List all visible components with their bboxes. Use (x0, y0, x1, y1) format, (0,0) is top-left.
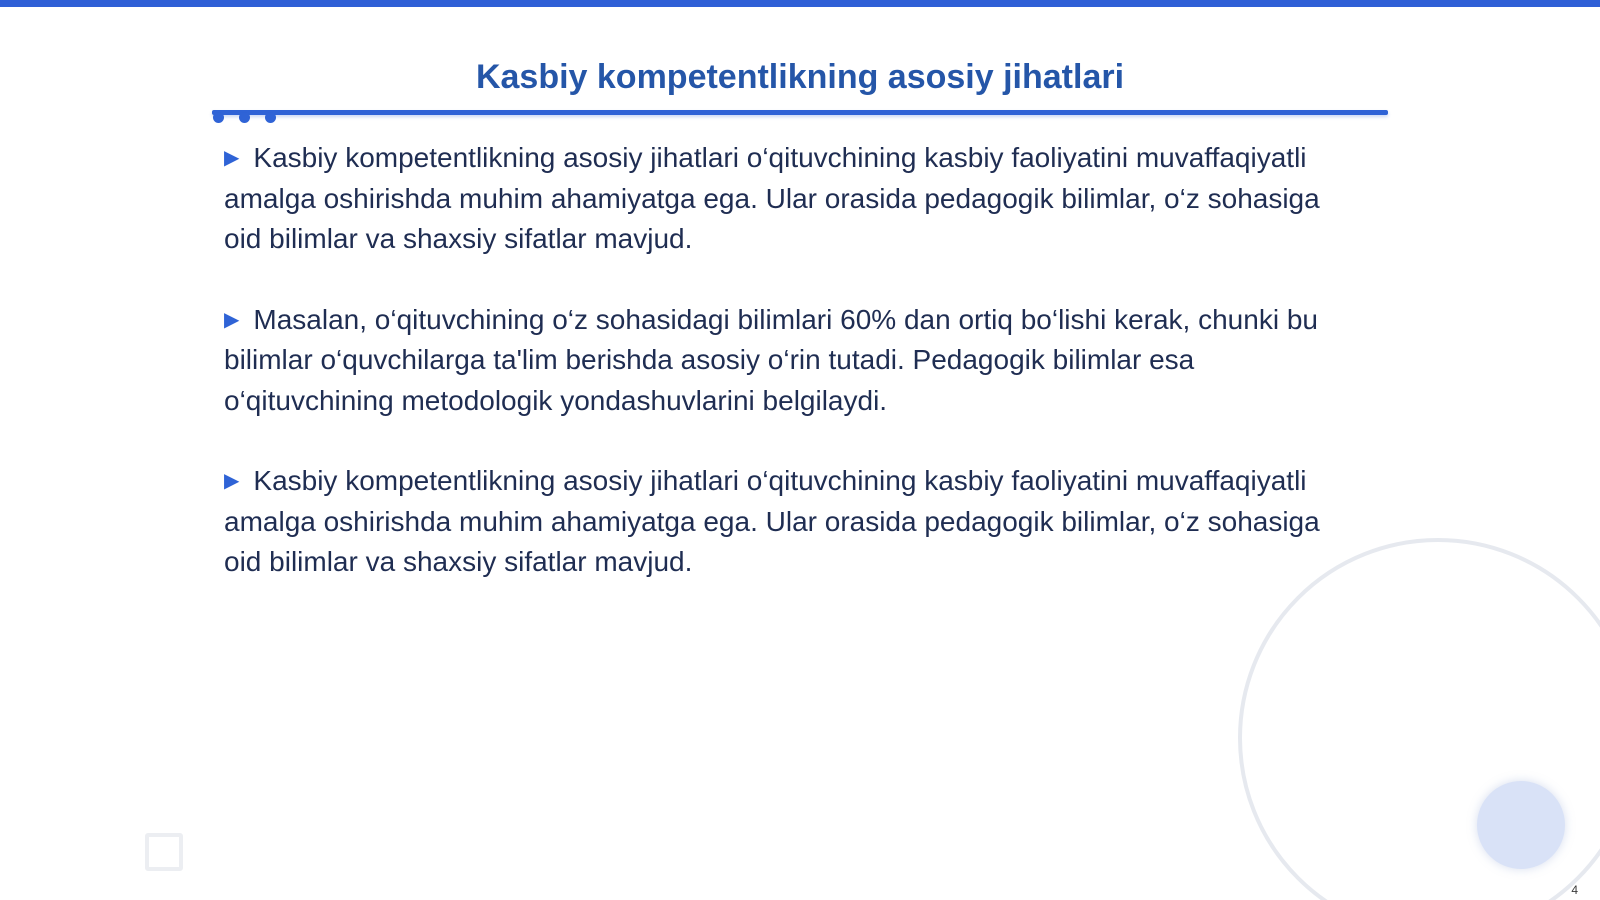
page-number: 4 (1571, 883, 1578, 897)
bullet-item (224, 138, 1344, 260)
triangle-right-icon: ▶ (224, 308, 240, 331)
slide-title: Kasbiy kompetentlikning asosiy jihatlari (475, 58, 1125, 96)
decorative-circle (1477, 781, 1565, 869)
bullet-list (224, 138, 1344, 623)
underline-dot (213, 112, 224, 123)
underline-dot (239, 112, 250, 123)
underline-dot (265, 112, 276, 123)
title-underline (212, 110, 1388, 115)
top-accent-bar (0, 0, 1600, 7)
bullet-item (224, 461, 1344, 583)
triangle-right-icon: ▶ (224, 147, 240, 169)
triangle-right-icon: ▶ (224, 470, 240, 492)
bullet-text: Masalan, o‘qituvchining o‘z sohasidagi bilimlari 60% dan ortiq bo‘lishi kerak, chunki bu bilimlar o‘quvchilarga ta'lim berishda asosiy o‘rin tutadi. Pedagogik bilimlar esa o‘qituvchining metodologik yondashuvlarini belgilaydi. (224, 303, 1318, 416)
bullet-item (224, 300, 1344, 422)
decorative-square (145, 833, 183, 871)
bullet-text: Kasbiy kompetentlikning asosiy jihatlari o‘qituvchining kasbiy faoliyatini muvaffaqiyatli amalga oshirishda muhim ahamiyatga ega. Ular orasida pedagogik bilimlar, o‘z sohasiga oid bilimlar va shaxsiy sifatlar mavjud. (224, 142, 1320, 254)
bullet-text: Kasbiy kompetentlikning asosiy jihatlari o‘qituvchining kasbiy faoliyatini muvaffaqiyatli amalga oshirishda muhim ahamiyatga ega. Ular orasida pedagogik bilimlar, o‘z sohasiga oid bilimlar va shaxsiy sifatlar mavjud. (224, 465, 1320, 577)
